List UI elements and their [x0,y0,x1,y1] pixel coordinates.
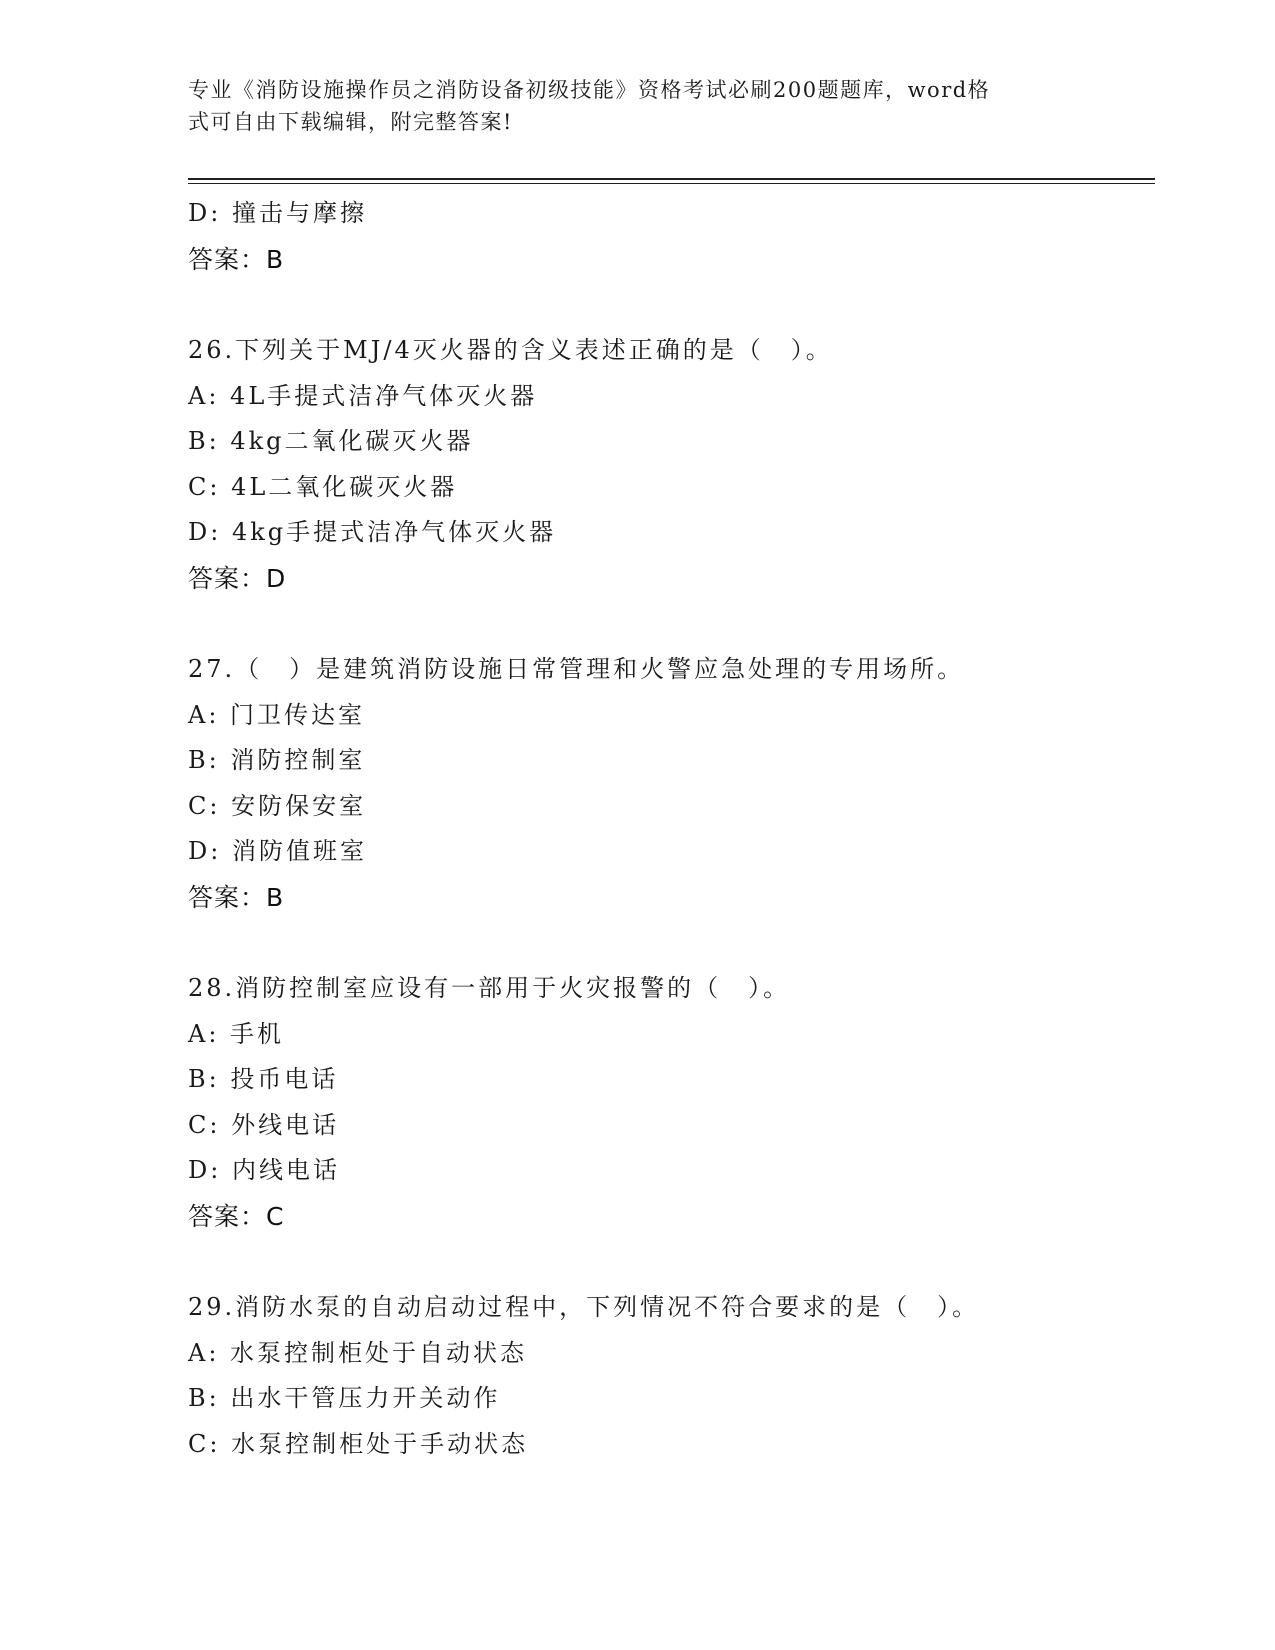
option-b: B: 4kg二氧化碳灭火器 [188,427,474,455]
option-c: C: 4L二氧化碳灭火器 [188,472,458,501]
option-a: A: 手机 [188,1019,285,1048]
question-stem: 28.消防控制室应设有一部用于火灾报警的（ ）。 [188,974,791,1002]
option-b: B: 投币电话 [188,1065,339,1093]
question-stem: 29.消防水泵的自动启动过程中，下列情况不符合要求的是（ ）。 [188,1293,980,1321]
answer-line [188,556,1148,602]
question-list [188,191,1148,1467]
option-c: C: 水泵控制柜处于手动状态 [188,1429,529,1458]
option-c: C: 外线电话 [188,1110,340,1139]
option-d: D: 内线电话 [188,1156,340,1184]
answer-line [188,875,1148,921]
spacer [188,1239,1148,1285]
header-line-1: 专业《消防设施操作员之消防设备初级技能》资格考试必刷200题题库，word格 [188,78,991,102]
option-b: B: 消防控制室 [188,746,366,774]
answer-value: C [266,1201,285,1231]
question-block [188,966,1148,1239]
question-stem: 26.下列关于MJ/4灭火器的含义表述正确的是（ ）。 [188,336,833,364]
option-a: A: 4L手提式洁净气体灭火器 [188,381,538,410]
header-divider-thin [188,183,1155,184]
answer-value: D [266,563,287,593]
answer-line [188,237,1148,283]
answer-line [188,1194,1148,1240]
option-a: A: 门卫传达室 [188,700,366,729]
header-divider-thick [188,178,1155,180]
option-d: D: 撞击与摩擦 [188,199,367,227]
answer-value: B [266,244,285,274]
question-stem: 27.（ ）是建筑消防设施日常管理和火警应急处理的专用场所。 [188,655,965,683]
question-block [188,328,1148,601]
question-block [188,647,1148,920]
option-a: A: 水泵控制柜处于自动状态 [188,1338,528,1367]
answer-label: 答案： [188,563,267,593]
header-line-2: 式可自由下载编辑，附完整答案! [188,110,513,134]
option-d: D: 消防值班室 [188,837,367,865]
spacer [188,601,1148,647]
option-c: C: 安防保安室 [188,791,367,820]
option-d: D: 4kg手提式洁净气体灭火器 [188,518,557,546]
answer-label: 答案： [188,1201,267,1231]
spacer [188,282,1148,328]
answer-label: 答案： [188,882,267,912]
document-header [188,74,1068,138]
answer-label: 答案： [188,244,267,274]
question-block [188,1285,1148,1467]
spacer [188,920,1148,966]
option-b: B: 出水干管压力开关动作 [188,1384,501,1412]
answer-value: B [266,882,285,912]
